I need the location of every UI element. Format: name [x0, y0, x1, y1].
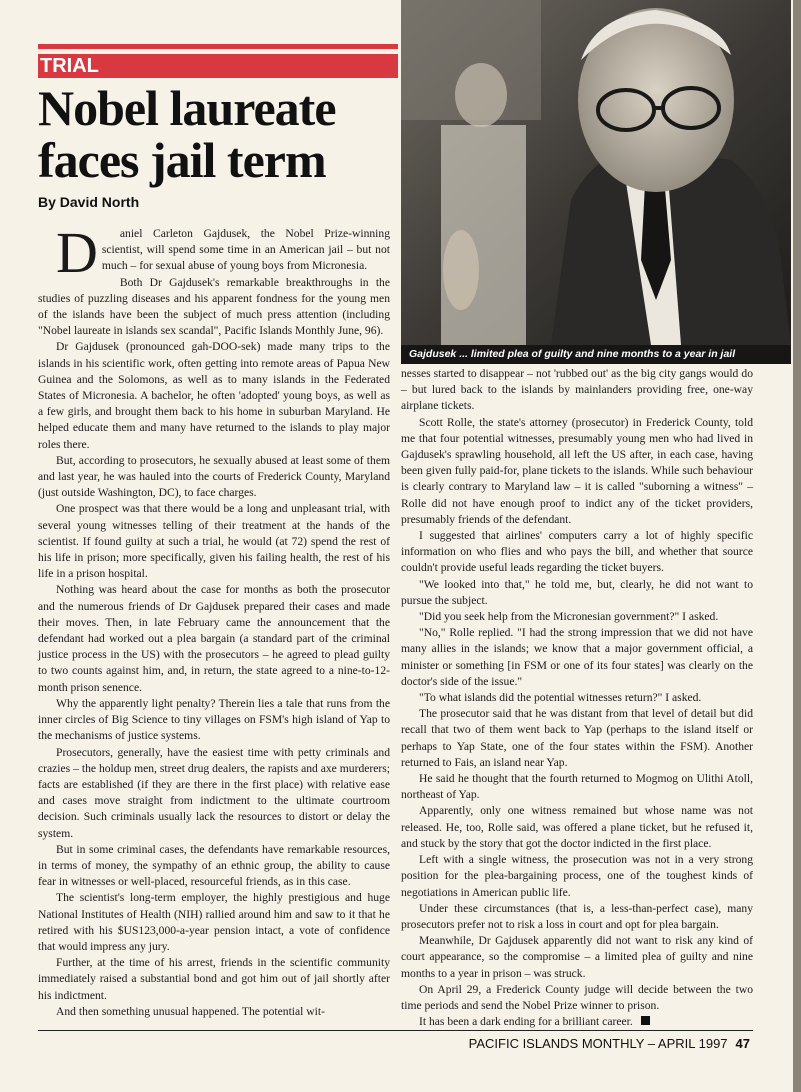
paragraph: Further, at the time of his arrest, friends in the scientific community immediately raised a substantial bond and got him out of jail shortly after his indictment.	[38, 956, 390, 1002]
footer-rule	[38, 1030, 753, 1031]
paragraph: Why the apparently light penalty? Therein lies a tale that runs from the inner circles of Big Science to tiny villages on FSM's high island of Yap to the mechanisms of justice systems.	[38, 696, 390, 743]
paragraph: Apparently, only one witness remained but whose name was not released. He, too, Rolle said, was offered a plane ticket, but he refused it, and stuck by the story that got the doctor indicted in the first place.	[401, 804, 753, 850]
paragraph: "We looked into that," he told me, but, clearly, he did not want to pursue the subject.	[401, 577, 753, 607]
closing-paragraph	[401, 1014, 753, 1030]
lead-paragraph	[38, 220, 390, 285]
paragraph: Both Dr Gajdusek's remarkable breakthroughs in the studies of puzzling diseases and his apparent fondness for the young men of the islands have been the subject of much press attention (including "Nobel laureate in islands sex scandal", Pacific Islands Monthly June, 96).	[38, 275, 390, 338]
end-mark-icon	[641, 1016, 650, 1025]
article-column-right	[401, 366, 753, 1030]
paragraph: And then something unusual happened. The potential wit-	[56, 1004, 325, 1018]
paragraph: "Did you seek help from the Micronesian government?" I asked.	[419, 610, 719, 624]
section-top-rule	[38, 44, 398, 49]
paragraph: "No," Rolle replied. "I had the strong impression that we did not have many allies in the islands; we know that a major government official, a minister or something [in FSM or one of its four states] was clearly on the doctor's side of the issue."	[401, 626, 753, 688]
paragraph: On April 29, a Frederick County judge will decide between the two time periods and send the Nobel Prize winner to prison.	[401, 982, 753, 1012]
paragraph: "To what islands did the potential witnesses return?" I asked.	[419, 691, 702, 705]
byline: By David North	[38, 194, 140, 210]
photo-caption: Gajdusek ... limited plea of guilty and nine months to a year in jail	[401, 345, 791, 364]
paragraph: But in some criminal cases, the defendants have remarkable resources, in terms of money, the sympathy of an ethnic group, the ability to cause fear in witnesses or well-placed, resourceful friends, as in this case.	[38, 842, 390, 889]
section-label: TRIAL	[40, 55, 99, 77]
page-edge	[793, 0, 801, 1092]
paragraph: Dr Gajdusek (pronounced gah-DOO-sek) made many trips to the islands in his scientific work, often getting into remote areas of Papua New Guinea and the Solomons, as well as to many islands in the Federated States of Micronesia. A bachelor, he often 'adopted' young boys, as well as a few girls, and brought them back to his home in suburban Maryland. He helped educate them and many have returned to the islands to play major roles there.	[38, 340, 390, 451]
paragraph: Left with a single witness, the prosecution was not in a very strong position for the plea-bargaining process, one of the toughest kinds of negotiations in American public life.	[401, 853, 753, 899]
page-number: 47	[735, 1036, 750, 1051]
paragraph: I suggested that airlines' computers carry a lot of highly specific information on who flies and who pays the bill, and whether that source couldn't provide useful leads regarding the ticket buyers.	[401, 529, 753, 575]
paragraph: Scott Rolle, the state's attorney (prosecutor) in Frederick County, told me that four potential witnesses, presumably young men who had lived in Gajdusek's sprawling household, all left the US after, in each case, having been given fully paid-for, plane tickets to the islands. While such behaviour is clearly contrary to Maryland law – it is called "suborning a witness" – Rolle did not have enough proof to indict any of the ticket providers, presumably friends of the defendant.	[401, 415, 753, 526]
publication-line: PACIFIC ISLANDS MONTHLY – APRIL 1997	[468, 1036, 728, 1051]
paragraph: One prospect was that there would be a long and unpleasant trial, with several young witnesses telling of their treatment at the hands of the scientist. If found guilty at such a trial, he would (at 72) spend the rest of his life in prison; more specifically, given his failing health, the rest of his life in a prison hospital.	[38, 502, 390, 581]
paragraph: The scientist's long-term employer, the highly prestigious and huge National Institutes of Health (NIH) rallied around him and saw to it that he retired with his $US123,000-a-year pension intact, a vote of confidence that would impress any jury.	[38, 891, 390, 953]
drop-cap: D	[56, 220, 98, 285]
paragraph-continued: nesses started to disappear – not 'rubbed out' as the big city gangs would do – but lured back to the islands by mainlanders providing free, one-way airplane tickets.	[401, 367, 753, 413]
page-footer	[420, 1036, 750, 1051]
paragraph: The prosecutor said that he was distant from that level of detail but did recall that two of them went back to Yap (perhaps to the island itself or perhaps to Yap State, one of the four states within the FSM). Another returned to Fais, an island near Yap.	[401, 707, 753, 769]
photo-illustration	[401, 0, 791, 345]
paragraph: But, according to prosecutors, he sexually abused at least some of them and last year, he was hauled into the courts of Frederick County, Maryland (just outside Washington, DC), to face charges.	[38, 453, 390, 500]
paragraph: Nothing was heard about the case for months as both the prosecutor and the numerous friends of Dr Gajdusek prepared their cases and made their moves. Then, in late February came the announcement that the defendant had worked out a plea bargain (a standard part of the criminal justice process in the US) with the prosecutors – he agreed to plead guilty to two counts against him, and, in return, the state agreed to a nine-to-12-month prison senence.	[38, 583, 390, 694]
paragraph: He said he thought that the fourth returned to Mogmog on Ulithi Atoll, northeast of Yap.	[401, 772, 753, 802]
closing-text: It has been a dark ending for a brilliant career.	[419, 1015, 633, 1029]
article-headline: Nobel laureate faces jail term	[38, 80, 336, 188]
paragraph: Prosecutors, generally, have the easiest time with petty criminals and crazies – the holdup men, street drug dealers, the rapists and axe murderers; facts are established (if they are there in the first place) with relative ease and cases move straight from indictment to the ultimate courtroom decision. Such criminals usually lack the resources to distort or delay the system.	[38, 745, 390, 840]
paragraph: Meanwhile, Dr Gajdusek apparently did not want to risk any kind of court appearance, so the compromise – a limited plea of guilty and nine months to a year in prison – was struck.	[401, 934, 753, 980]
article-column-left	[38, 220, 390, 1020]
article-photo	[401, 0, 791, 345]
paragraph: Under these circumstances (that is, a less-than-perfect case), many prosecutors prefer not to risk a loss in court and opt for plea bargain.	[401, 901, 753, 931]
lead-text: aniel Carleton Gajdusek, the Nobel Prize-winning scientist, will spend some time in an American jail – but not much – for sexual abuse of young boys from Micronesia.	[101, 227, 390, 273]
